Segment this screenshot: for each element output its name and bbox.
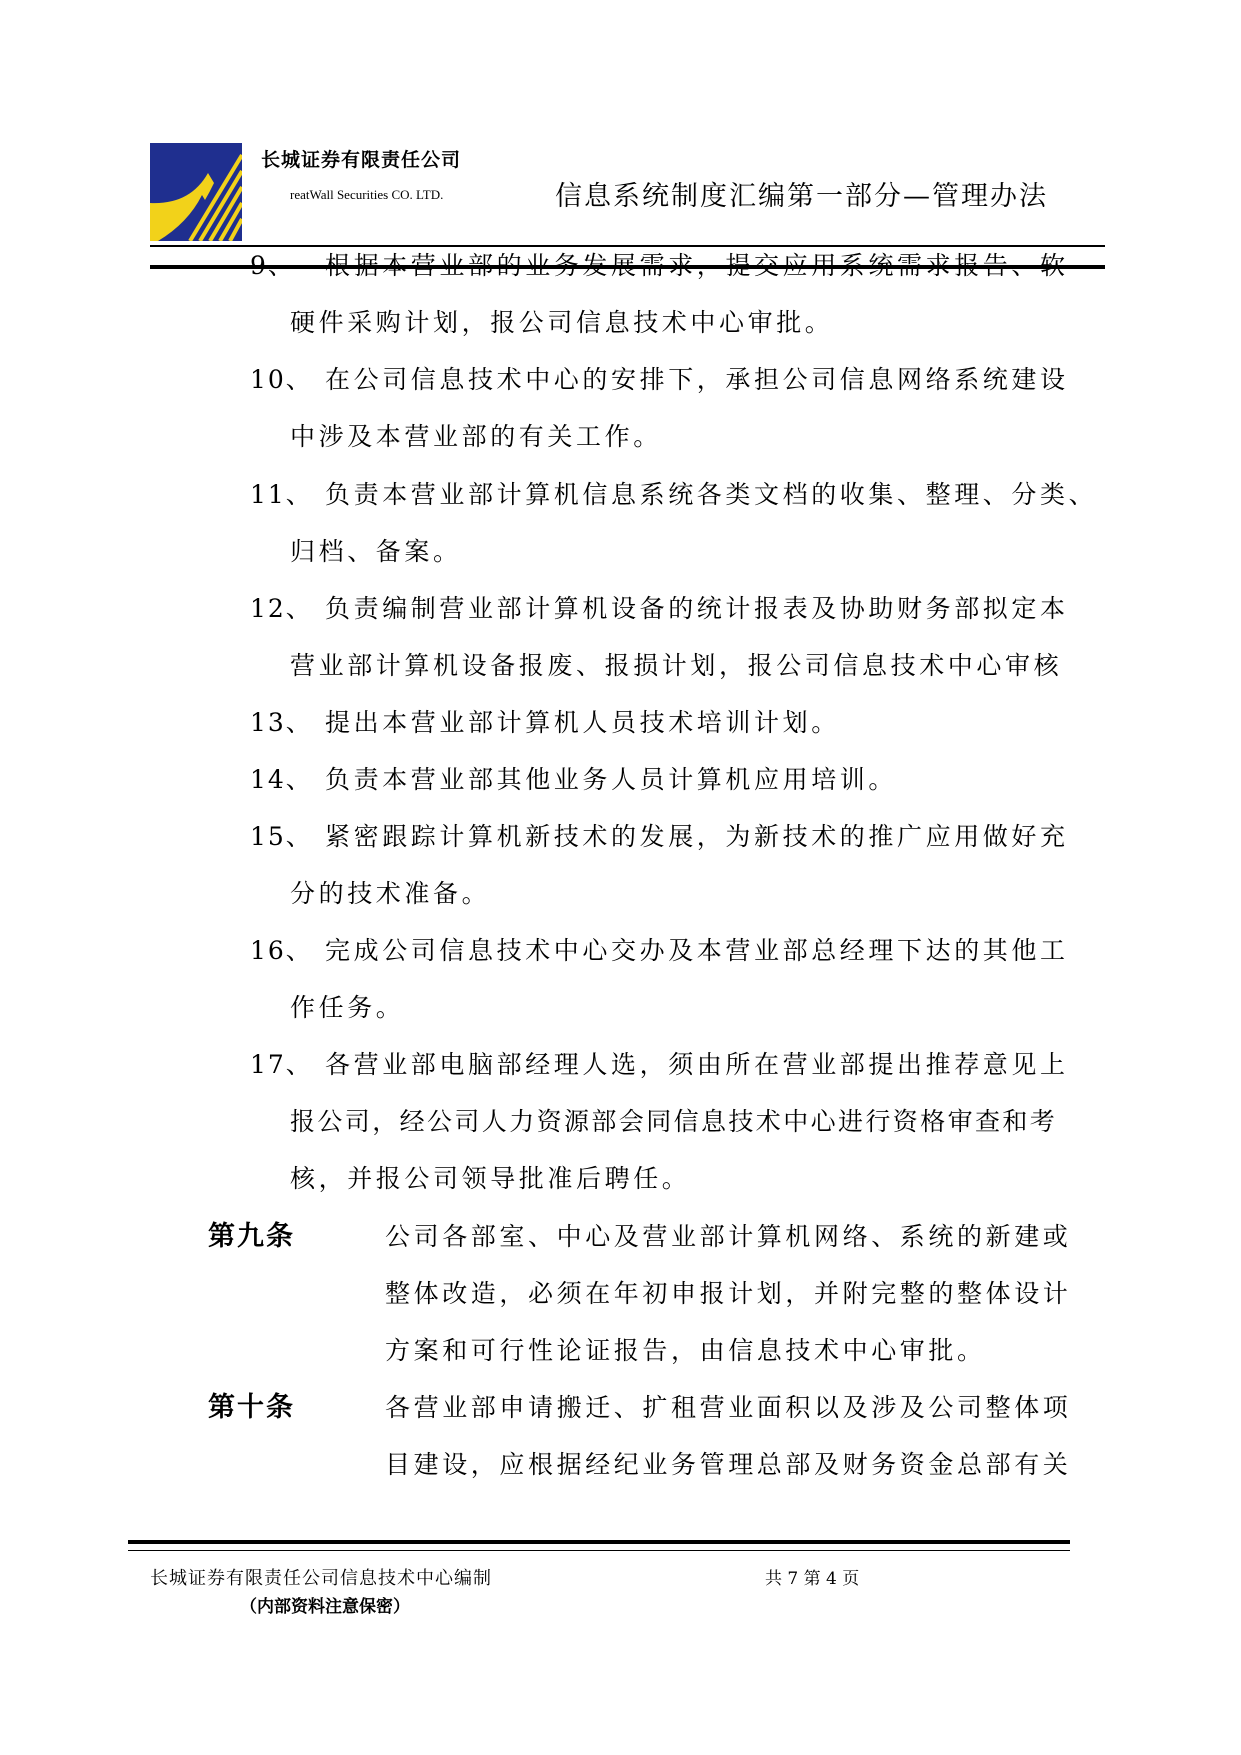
item-line: 在公司信息技术中心的安排下，承担公司信息网络系统建设: [325, 365, 1069, 394]
item-line: 完成公司信息技术中心交办及本营业部总经理下达的其他工: [325, 936, 1069, 965]
item-line: 负责本营业部计算机信息系统各类文档的收集、整理、分类、: [325, 480, 1098, 509]
footer-compiler: 长城证券有限责任公司信息技术中心编制: [150, 1568, 492, 1589]
item-line: 报公司，经公司人力资源部会同信息技术中心进行资格审查和考: [290, 1107, 1058, 1136]
article-line: 整体改造，必须在年初申报计划，并附完整的整体设计: [385, 1279, 1072, 1308]
item-line: 营业部计算机设备报废、报损计划，报公司信息技术中心审核: [290, 651, 1063, 680]
footer-page-number: 共 7 第 4 页: [765, 1569, 860, 1589]
item-line: 根据本营业部的业务发展需求，提交应用系统需求报告、软: [325, 251, 1069, 280]
article-line: 方案和可行性论证报告，由信息技术中心审批。: [385, 1336, 986, 1365]
article-line: 目建设，应根据经纪业务管理总部及财务资金总部有关: [385, 1450, 1072, 1479]
header-rule-thin: [150, 245, 1105, 247]
article-line: 公司各部室、中心及营业部计算机网络、系统的新建或: [385, 1222, 1072, 1251]
document-title: 信息系统制度汇编第一部分—管理办法: [555, 181, 1048, 212]
item-number: 14、: [250, 765, 313, 794]
company-name-cn: 长城证券有限责任公司: [261, 149, 462, 171]
item-number: 13、: [250, 708, 313, 737]
company-logo: [150, 143, 242, 241]
article-label: 第十条: [208, 1392, 295, 1423]
item-line: 各营业部电脑部经理人选，须由所在营业部提出推荐意见上: [325, 1050, 1069, 1079]
footer-confidential-note: （内部资料注意保密）: [240, 1597, 410, 1617]
item-line: 负责编制营业部计算机设备的统计报表及协助财务部拟定本: [325, 594, 1069, 623]
item-line: 提出本营业部计算机人员技术培训计划。: [325, 708, 840, 737]
footer-rule-thick: [128, 1540, 1070, 1544]
item-line: 分的技术准备。: [290, 879, 491, 908]
item-number: 10、: [250, 365, 313, 394]
item-line: 紧密跟踪计算机新技术的发展，为新技术的推广应用做好充: [325, 822, 1069, 851]
item-number: 11、: [250, 480, 313, 509]
footer-rule-thin: [128, 1550, 1070, 1551]
item-number: 16、: [250, 936, 313, 965]
article-label: 第九条: [208, 1221, 295, 1252]
item-line: 归档、备案。: [290, 537, 462, 566]
item-line: 硬件采购计划，报公司信息技术中心审批。: [290, 308, 834, 337]
item-line: 中涉及本营业部的有关工作。: [290, 422, 662, 451]
item-number: 15、: [250, 822, 313, 851]
article-line: 各营业部申请搬迁、扩租营业面积以及涉及公司整体项: [385, 1393, 1072, 1422]
item-number: 17、: [250, 1050, 313, 1079]
item-number: 12、: [250, 594, 313, 623]
item-line: 作任务。: [290, 993, 405, 1022]
item-line: 核，并报公司领导批准后聘任。: [290, 1164, 691, 1193]
item-number: 9、: [250, 251, 295, 280]
item-line: 负责本营业部其他业务人员计算机应用培训。: [325, 765, 898, 794]
company-name-en: reatWall Securities CO. LTD.: [290, 187, 444, 202]
